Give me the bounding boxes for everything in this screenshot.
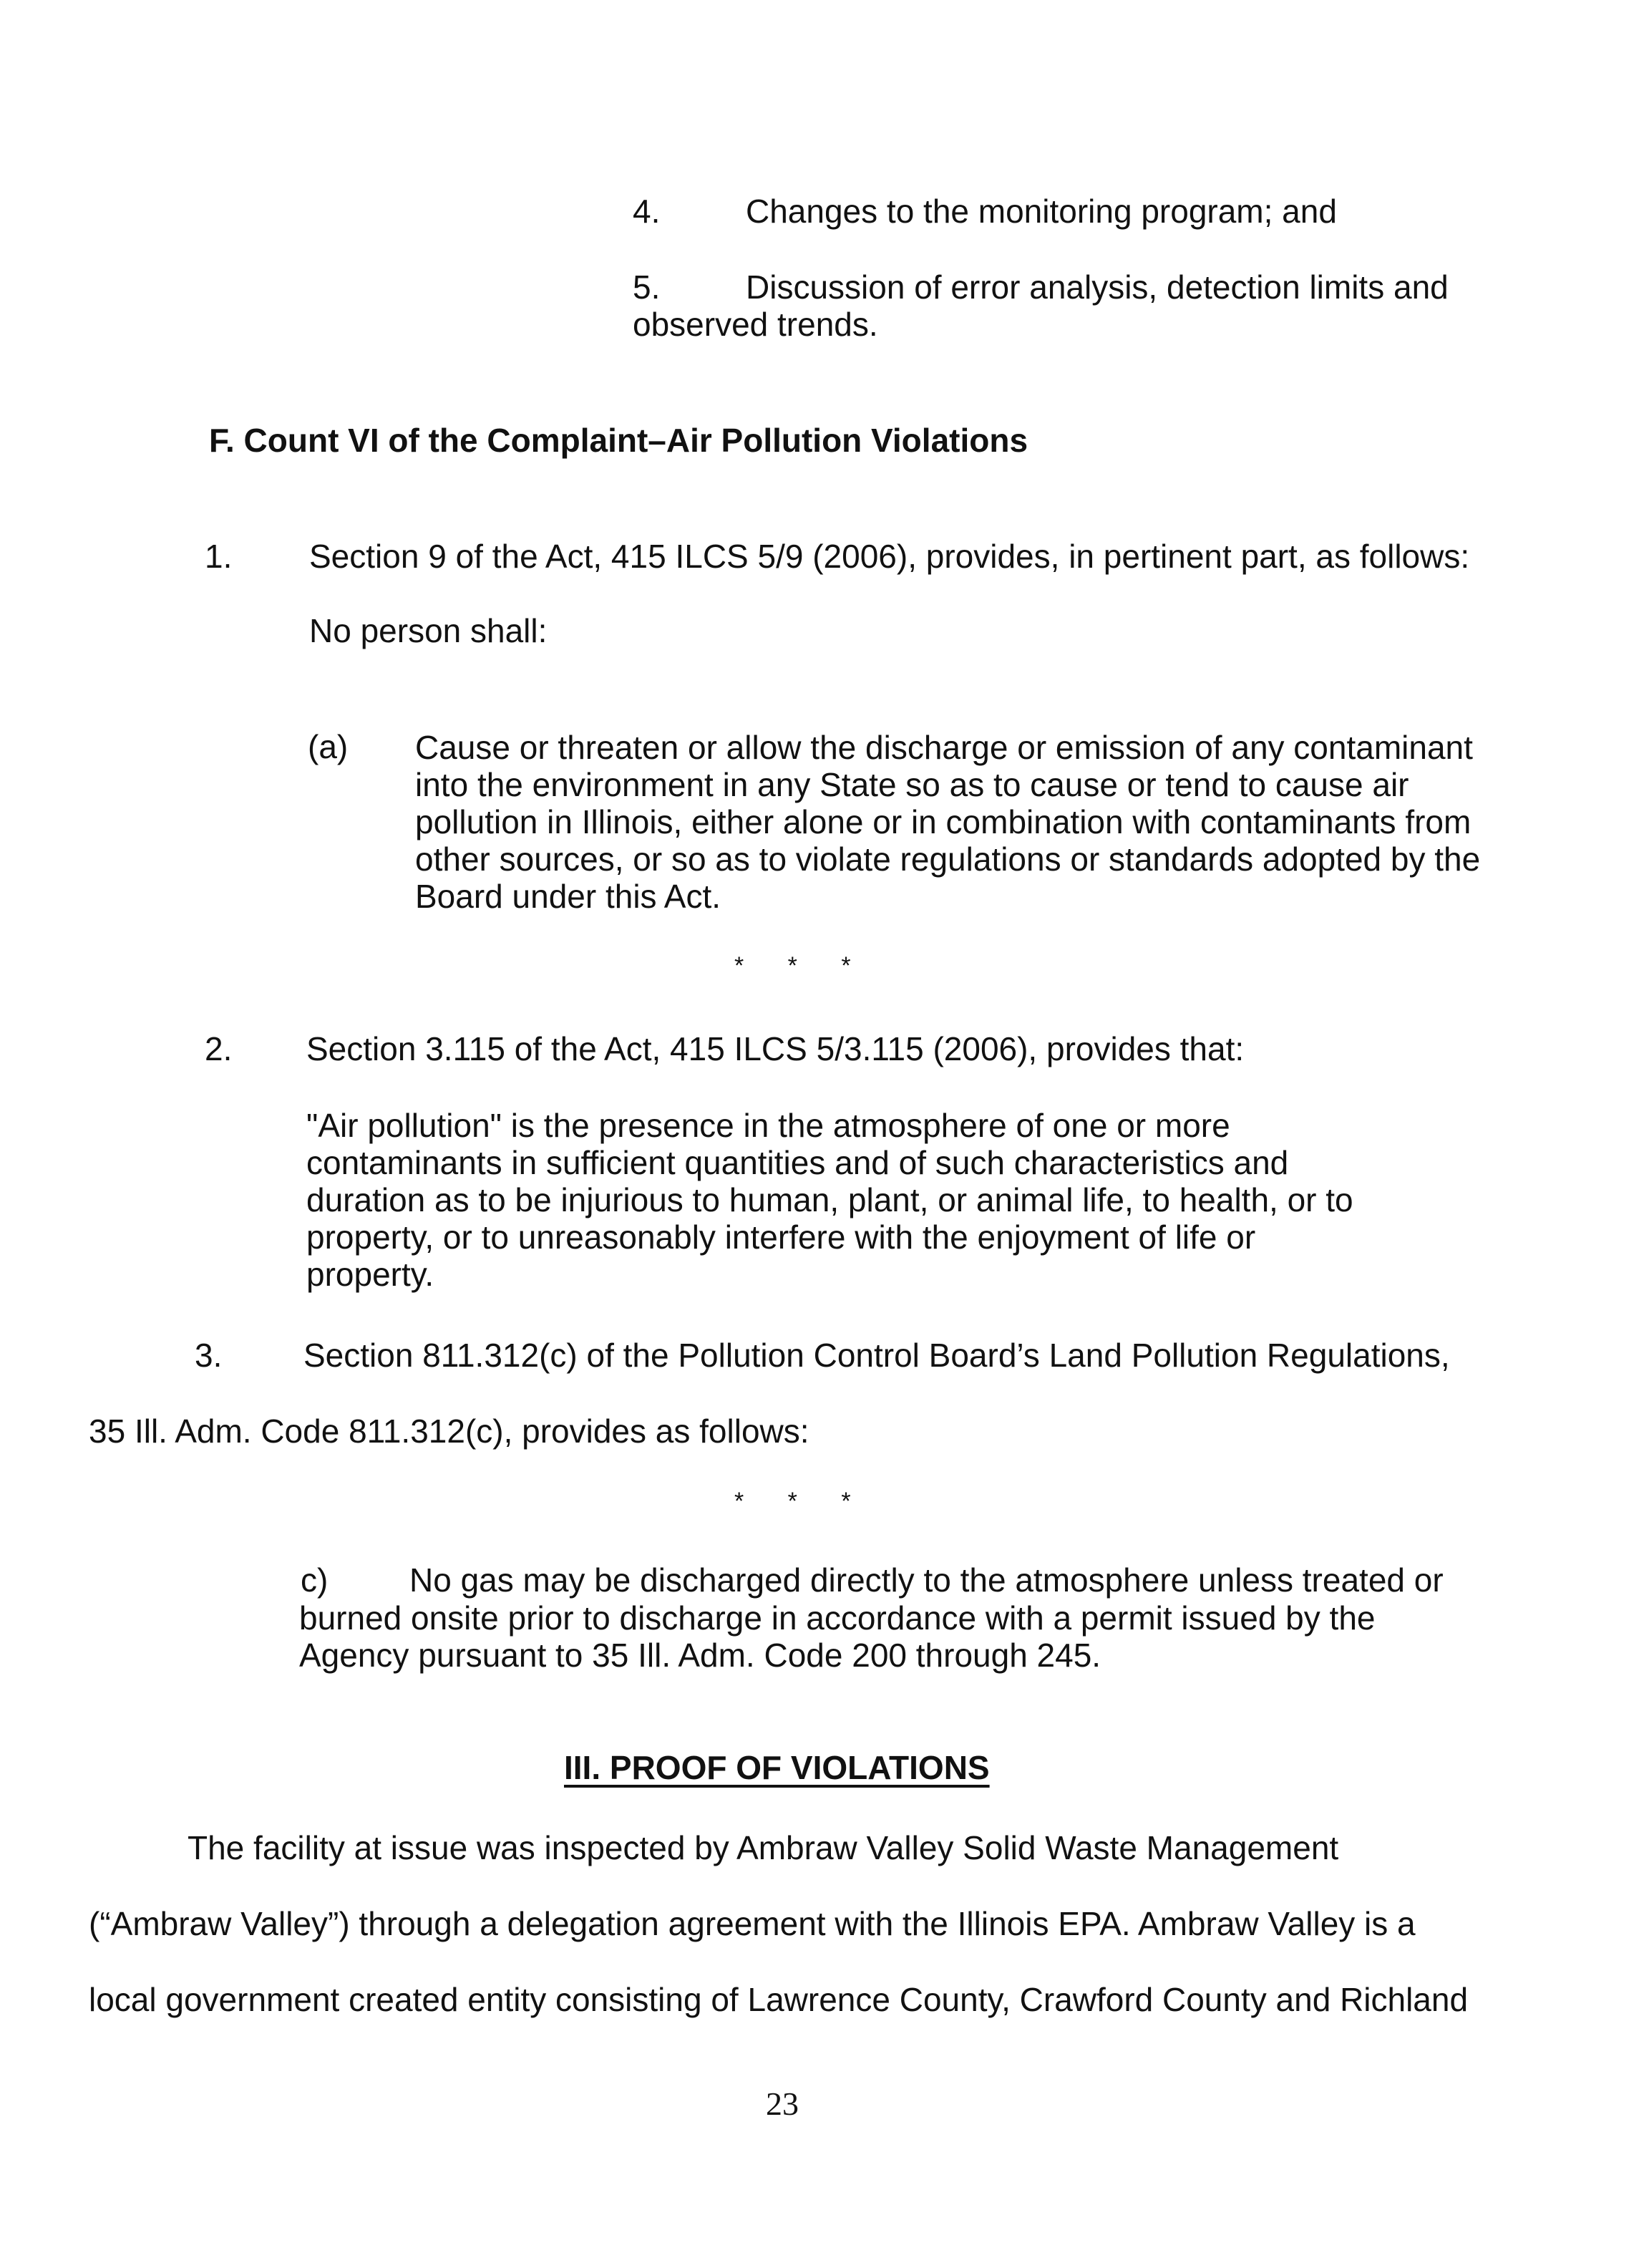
list-item-5-text-line2: observed trends. [633, 306, 878, 343]
subsection-a-text: Cause or threaten or allow the discharge or emission of any contaminant into the environment in any State so as to cause or tend to cause air pollution in Illinois, either alone or in combination with contaminants from other sources, or so as to violate regulations or standards adopted by the Board under this Act. [415, 729, 1481, 915]
list-item-5-text-line1: Discussion of error analysis, detection limits and [746, 268, 1449, 306]
section-heading-iii: III. PROOF OF VIOLATIONS [564, 1749, 990, 1786]
subsection-a-label: (a) [308, 728, 349, 765]
paragraph-2-quote: "Air pollution" is the presence in the atmosphere of one or more contaminants in sufficient quantities and of such characteristics and duration as to be injurious to human, plant, or animal life, to health, or to property, or to unreasonably interfere with the enjoyment of life or property. [306, 1107, 1353, 1293]
proof-paragraph-line3: local government created entity consisting of Lawrence County, Crawford County and Richland [89, 1981, 1469, 2018]
proof-paragraph-line2: (“Ambraw Valley”) through a delegation agreement with the Illinois EPA. Ambraw Valley is a [89, 1905, 1416, 1942]
list-number-5: 5. [633, 268, 661, 306]
page-number: 23 [766, 2085, 799, 2122]
subsection-c-line1: No gas may be discharged directly to the atmosphere unless treated or [409, 1561, 1444, 1599]
subsection-c-label: c) [301, 1561, 329, 1599]
subsection-c-text: burned onsite prior to discharge in accordance with a permit issued by the Agency pursuant to 35 Ill. Adm. Code 200 through 245. [299, 1599, 1376, 1674]
paragraph-2-number: 2. [205, 1030, 233, 1067]
paragraph-3-text-line2: 35 Ill. Adm. Code 811.312(c), provides as follows: [89, 1412, 809, 1450]
paragraph-1-text: Section 9 of the Act, 415 ILCS 5/9 (2006), provides, in pertinent part, as follows: [309, 538, 1470, 575]
paragraph-3-number: 3. [195, 1337, 223, 1374]
paragraph-2-text: Section 3.115 of the Act, 415 ILCS 5/3.115 (2006), provides that: [306, 1030, 1245, 1067]
ellipsis-stars-1: * * * [734, 952, 870, 979]
paragraph-1-number: 1. [205, 538, 233, 575]
ellipsis-stars-2: * * * [734, 1488, 870, 1515]
paragraph-3-text-line1: Section 811.312(c) of the Pollution Control Board’s Land Pollution Regulations, [303, 1337, 1450, 1374]
list-item-4-text: Changes to the monitoring program; and [746, 193, 1337, 230]
section-heading-f: F. Count VI of the Complaint–Air Pollution Violations [209, 422, 1028, 459]
paragraph-1-quote-intro: No person shall: [309, 612, 548, 649]
list-number-4: 4. [633, 193, 661, 230]
proof-paragraph-line1: The facility at issue was inspected by Ambraw Valley Solid Waste Management [188, 1829, 1339, 1866]
